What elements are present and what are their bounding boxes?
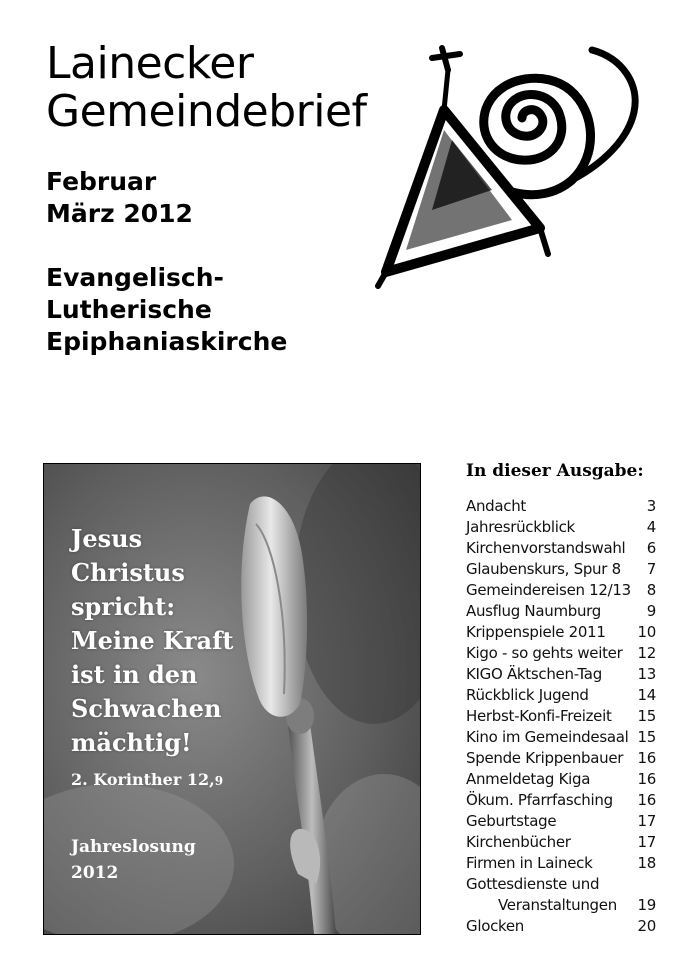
toc-page-number: 3 xyxy=(646,497,656,515)
reference-verse: 9 xyxy=(214,774,224,788)
annual-motto xyxy=(71,834,196,886)
toc-label: Kirchenvorstandswahl xyxy=(466,539,626,557)
toc-label: Glaubenskurs, Spur 8 xyxy=(466,560,621,578)
issue-line-1: Februar xyxy=(46,167,157,196)
toc-label: Jahresrückblick xyxy=(466,518,575,536)
toc-label: Ökum. Pfarrfasching xyxy=(466,791,613,809)
bible-reference xyxy=(71,770,223,789)
toc-item[interactable] xyxy=(466,622,656,643)
toc-page-number: 8 xyxy=(646,581,656,599)
toc-item[interactable] xyxy=(466,769,656,790)
newsletter-title xyxy=(46,40,367,136)
quote-line: Meine Kraft xyxy=(71,626,234,655)
toc-label: Spende Krippenbauer xyxy=(466,749,624,767)
motto-line-2: 2012 xyxy=(71,863,119,883)
toc-label: Gottesdienste und xyxy=(466,875,600,893)
toc-page-number: 16 xyxy=(637,770,656,788)
toc-label: Glocken xyxy=(466,917,525,935)
toc-item[interactable] xyxy=(466,643,656,664)
toc-label: Firmen in Laineck xyxy=(466,854,593,872)
toc-item[interactable] xyxy=(466,853,656,874)
toc-page-number: 12 xyxy=(637,644,656,662)
table-of-contents xyxy=(466,458,656,937)
toc-item[interactable] xyxy=(466,664,656,685)
toc-page-number: 17 xyxy=(637,833,656,851)
toc-page-number: 7 xyxy=(646,560,656,578)
church-name xyxy=(46,262,287,358)
quote-line: spricht: xyxy=(71,592,176,621)
toc-item[interactable] xyxy=(466,580,656,601)
toc-item[interactable] xyxy=(466,685,656,706)
toc-label-line-2: Veranstaltungen xyxy=(498,896,617,914)
toc-item[interactable] xyxy=(466,832,656,853)
toc-page-number: 16 xyxy=(637,791,656,809)
toc-page-number: 13 xyxy=(637,665,656,683)
toc-page-number: 9 xyxy=(646,602,656,620)
reference-text: 2. Korinther 12, xyxy=(71,770,215,789)
title-line-2: Gemeindebrief xyxy=(46,86,367,137)
toc-list xyxy=(466,496,656,937)
toc-page-number: 20 xyxy=(637,917,656,935)
toc-item[interactable] xyxy=(466,706,656,727)
toc-page-number: 10 xyxy=(637,623,656,641)
toc-page-number: 14 xyxy=(637,686,656,704)
toc-item[interactable] xyxy=(466,538,656,559)
toc-item[interactable] xyxy=(466,748,656,769)
toc-page-number: 15 xyxy=(637,728,656,746)
toc-label: Kigo - so gehts weiter xyxy=(466,644,623,662)
issue-line-2: März 2012 xyxy=(46,199,193,228)
toc-label-continuation xyxy=(466,895,656,916)
quote-line: ist in den xyxy=(71,660,198,689)
toc-item[interactable] xyxy=(466,790,656,811)
toc-item[interactable] xyxy=(466,874,656,916)
toc-item[interactable] xyxy=(466,916,656,937)
toc-page-number: 15 xyxy=(637,707,656,725)
toc-page-number: 4 xyxy=(646,518,656,536)
toc-page-number: 19 xyxy=(637,896,656,914)
toc-label: KIGO Äktschen-Tag xyxy=(466,665,602,683)
title-line-1: Lainecker xyxy=(46,38,254,89)
toc-item[interactable] xyxy=(466,601,656,622)
motto-line-1: Jahreslosung xyxy=(71,837,196,857)
cover-photo xyxy=(43,463,421,935)
cross-spiral-triangle-logo-icon xyxy=(372,40,664,295)
toc-item[interactable] xyxy=(466,517,656,538)
issue-date xyxy=(46,166,193,230)
toc-heading: In dieser Ausgabe: xyxy=(466,461,644,481)
toc-label: Andacht xyxy=(466,497,527,515)
church-line-3: Epiphaniaskirche xyxy=(46,327,288,356)
toc-item[interactable] xyxy=(466,559,656,580)
quote-line: Schwachen xyxy=(71,694,222,723)
church-line-2: Lutherische xyxy=(46,295,212,324)
quote-line: Jesus xyxy=(71,524,143,553)
toc-label: Krippenspiele 2011 xyxy=(466,623,606,641)
toc-label: Kino im Gemeindesaal xyxy=(466,728,629,746)
bible-quote xyxy=(71,522,234,760)
toc-page-number: 6 xyxy=(646,539,656,557)
quote-line: mächtig! xyxy=(71,728,192,757)
toc-label: Kirchenbücher xyxy=(466,833,571,851)
toc-label: Anmeldetag Kiga xyxy=(466,770,591,788)
toc-item[interactable] xyxy=(466,727,656,748)
church-line-1: Evangelisch- xyxy=(46,263,224,292)
toc-label: Herbst-Konfi-Freizeit xyxy=(466,707,612,725)
toc-page-number: 17 xyxy=(637,812,656,830)
toc-label: Geburtstage xyxy=(466,812,557,830)
toc-label: Rückblick Jugend xyxy=(466,686,589,704)
toc-page-number: 16 xyxy=(637,749,656,767)
toc-label: Ausflug Naumburg xyxy=(466,602,602,620)
toc-page-number: 18 xyxy=(637,854,656,872)
toc-label: Gemeindereisen 12/13 xyxy=(466,581,631,599)
quote-line: Christus xyxy=(71,558,185,587)
toc-item[interactable] xyxy=(466,811,656,832)
toc-item[interactable] xyxy=(466,496,656,517)
